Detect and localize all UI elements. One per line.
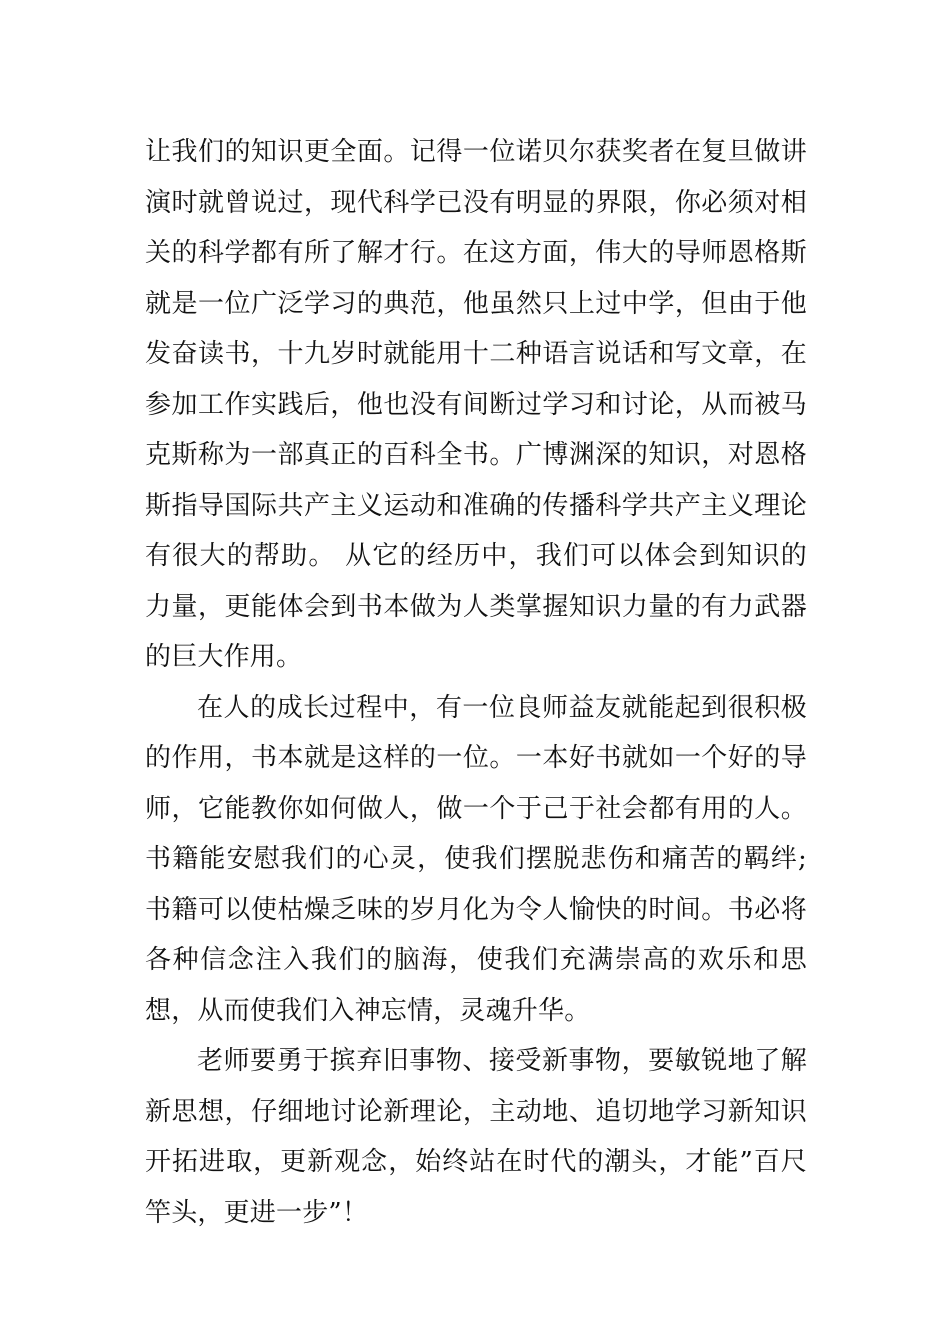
paragraph-continued: 让我们的知识更全面。记得一位诺贝尔获奖者在复旦做讲演时就曾说过，现代科学已没有明显的界限，你必须对相关的科学都有所了解才行。在这方面，伟大的导师恩格斯就是一位广泛学习的典范，他虽然只上过中学，但由于他发奋读书，十九岁时就能用十二种语言说话和写文章，在参加工作实践后，他也没有间断过学习和讨论，从而被马克斯称为一部真正的百科全书。广博渊深的知识，对恩格斯指导国际共产主义运动和准确的传播科学共产主义理论有很大的帮助。 从它的经历中，我们可以体会到知识的力量，更能体会到书本做为人类掌握知识力量的有力武器的巨大作用。: [145, 137, 807, 672]
paragraph-mentor: 在人的成长过程中，有一位良师益友就能起到很积极的作用，书本就是这样的一位。一本好书就如一个好的导师，它能教你如何做人，做一个于己于社会都有用的人。书籍能安慰我们的心灵，使我们摆脱悲伤和痛苦的羁绊;书籍可以使枯燥乏味的岁月化为令人愉快的时间。书必将各种信念注入我们的脑海，使我们充满崇高的欢乐和思想，从而使我们入神忘情，灵魂升华。: [145, 692, 807, 1026]
paragraph-teacher: 老师要勇于摈弃旧事物、接受新事物，要敏锐地了解新思想，仔细地讨论新理论，主动地、追切地学习新知识开拓进取，更新观念，始终站在时代的潮头，才能”百尺竿头，更进一步”！: [145, 1046, 807, 1228]
document-body: [145, 127, 807, 1238]
